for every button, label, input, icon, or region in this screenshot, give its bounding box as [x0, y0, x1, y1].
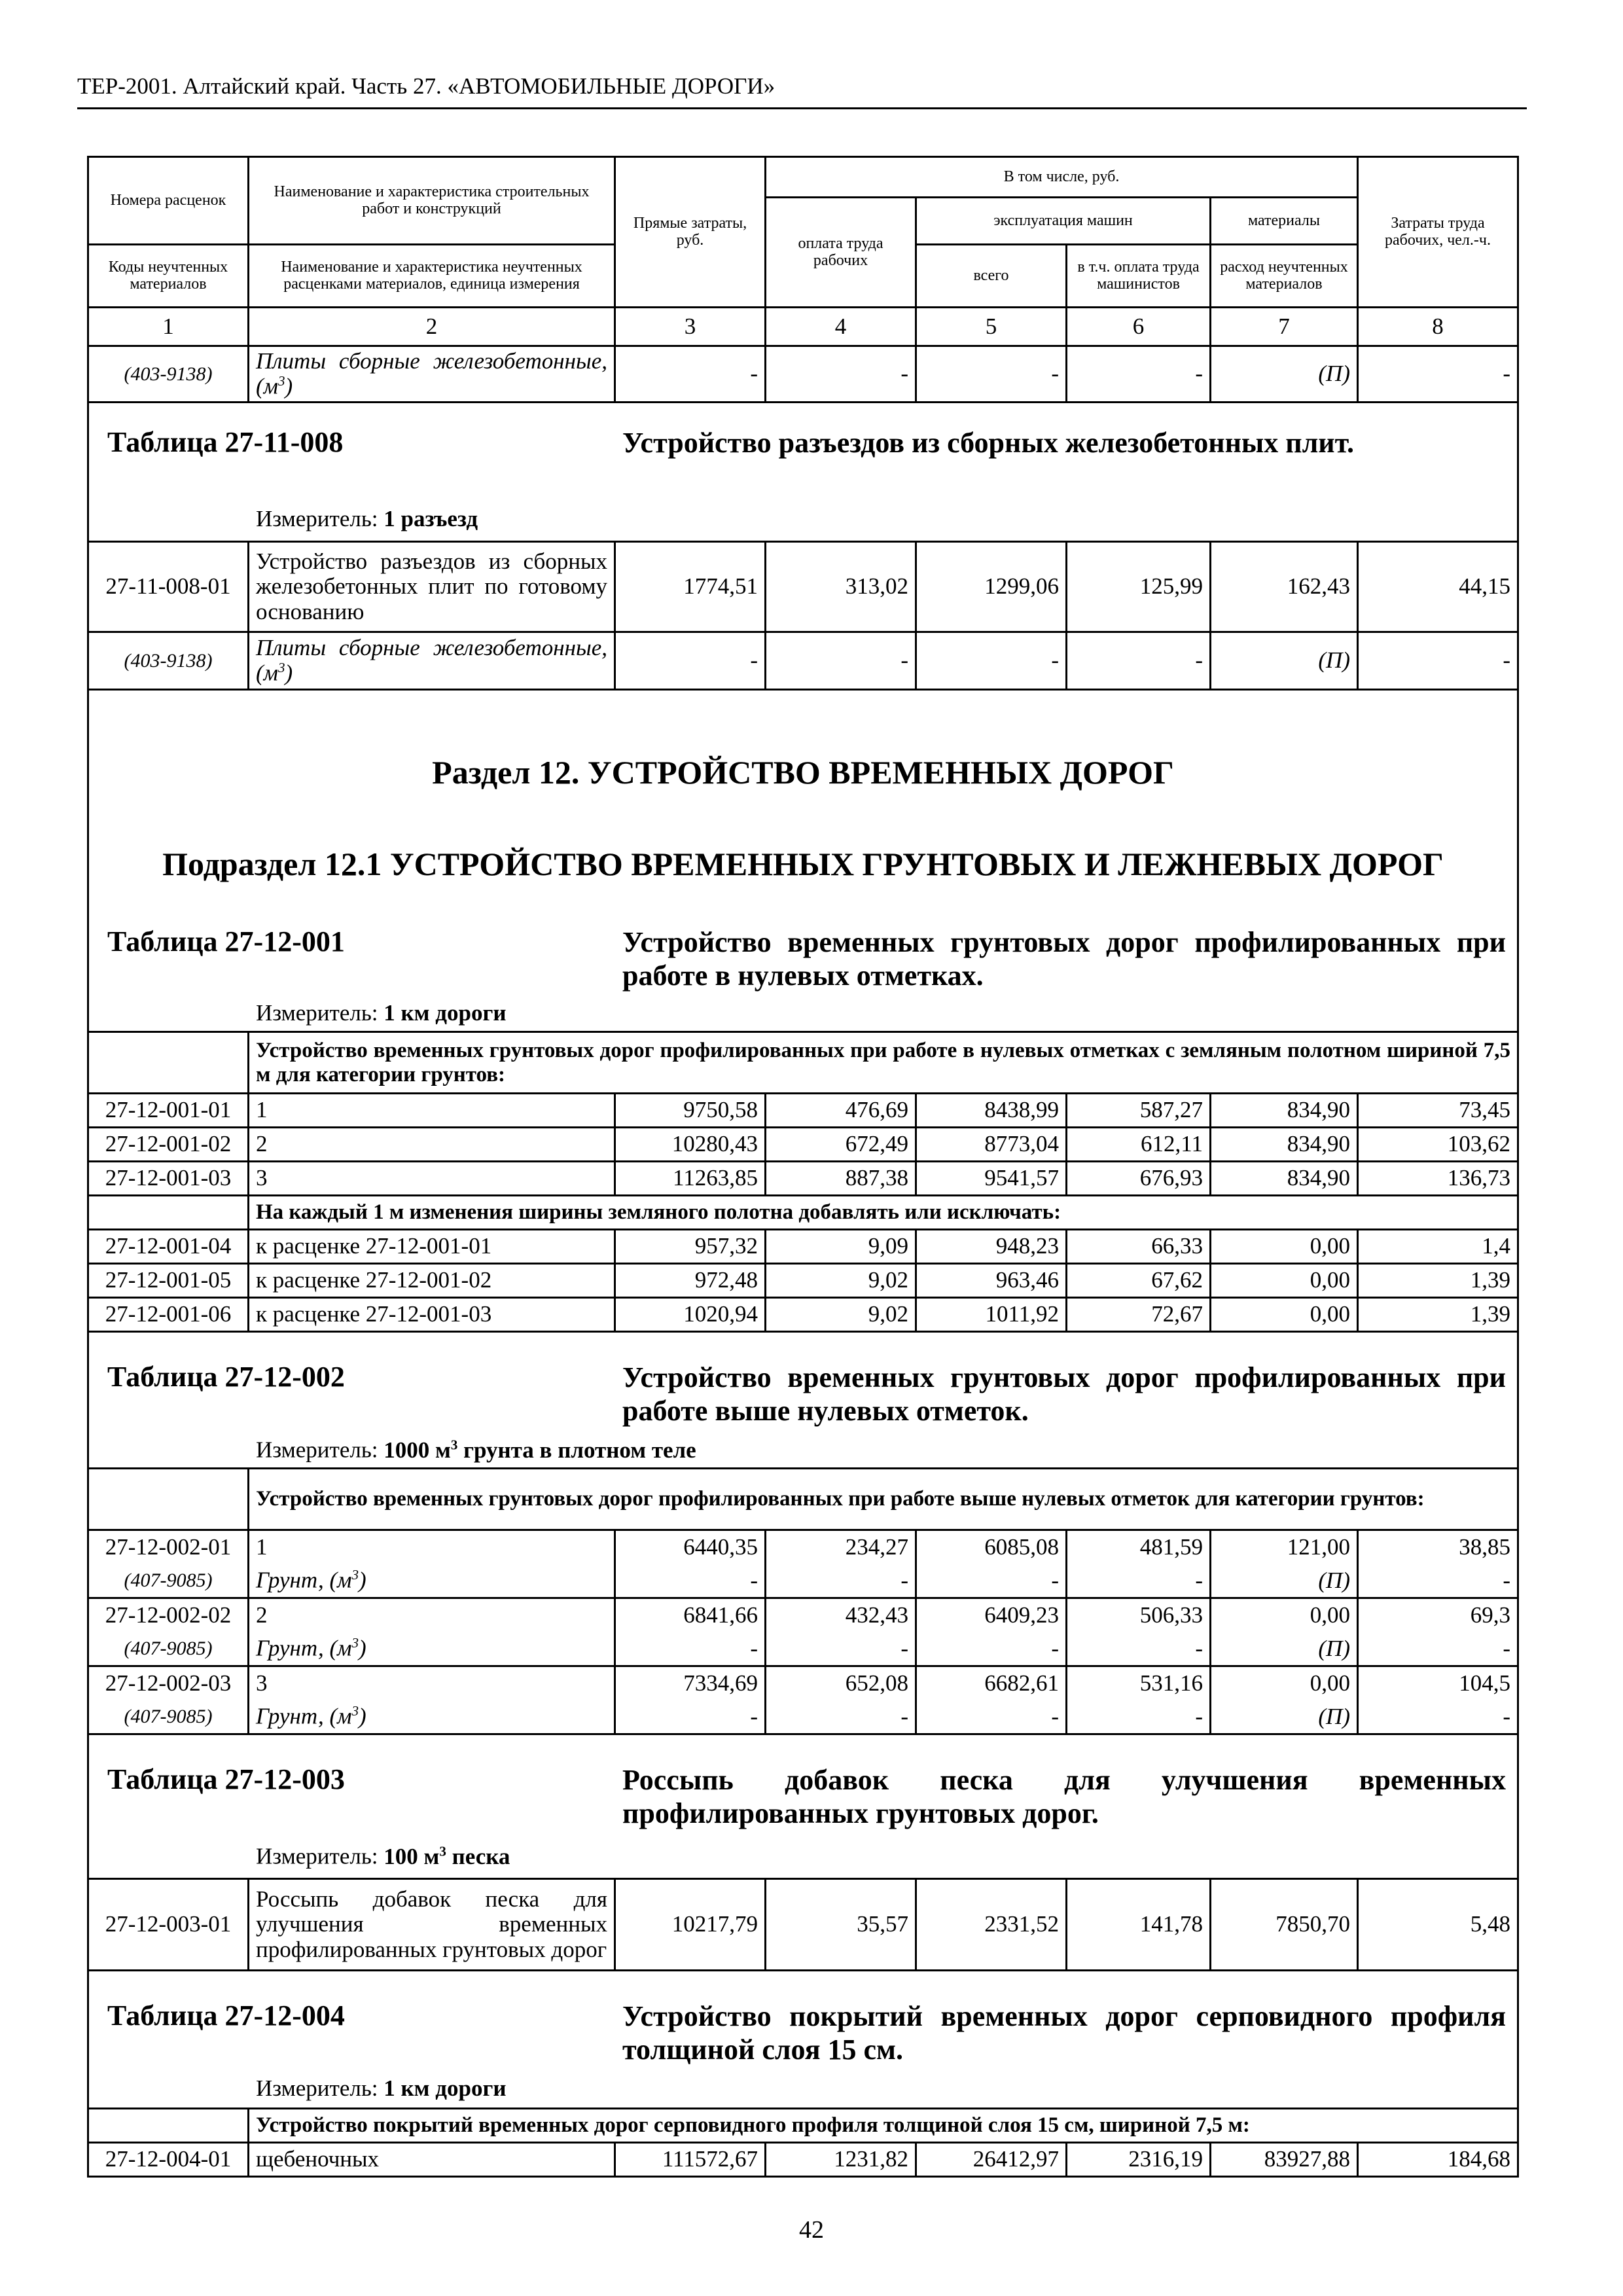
- col-incl-operators: в т.ч. оплата труда машинистов: [1067, 245, 1211, 308]
- measure-unit: Измеритель: 1 км дороги: [256, 2075, 507, 2101]
- direct-costs: 111572,67: [615, 2143, 766, 2177]
- labor-pay: 476,69: [766, 1094, 916, 1128]
- col-num: 5: [916, 308, 1067, 346]
- labor-costs: 103,62: [1358, 1128, 1518, 1162]
- col-machines: эксплуатация машин: [916, 198, 1211, 245]
- measure-unit: Измеритель: 100 $м^3$ песка: [256, 1843, 510, 1869]
- material-name: Плиты сборные железобетонные, $(м^3)$: [249, 346, 615, 403]
- operators-pay: 72,67: [1067, 1298, 1211, 1332]
- table-title: Таблица 27-12-004: [107, 2000, 345, 2032]
- materials: 834,90: [1211, 1162, 1358, 1196]
- material-code: (407-9085): [88, 1700, 249, 1734]
- materials: 834,90: [1211, 1128, 1358, 1162]
- direct-costs: 6440,35: [615, 1530, 766, 1564]
- labor-pay: 9,02: [766, 1264, 916, 1298]
- rate-name: к расценке 27-12-001-03: [249, 1298, 615, 1332]
- column-numbers-row: [88, 308, 1518, 346]
- value-cell: -: [1358, 346, 1518, 403]
- machines-total: 1299,06: [916, 542, 1067, 632]
- rate-name: к расценке 27-12-001-02: [249, 1264, 615, 1298]
- material-code: (403-9138): [88, 346, 249, 403]
- table-description: Устройство разъездов из сборных железобетонных плит.: [622, 427, 1354, 459]
- rate-name: 2: [249, 1128, 615, 1162]
- col-labor-pay: оплата труда рабочих: [766, 198, 916, 308]
- machines-total: 26412,97: [916, 2143, 1067, 2177]
- col-num: 6: [1067, 308, 1211, 346]
- labor-pay: 9,09: [766, 1230, 916, 1264]
- labor-pay: 313,02: [766, 542, 916, 632]
- labor-costs: 1,39: [1358, 1298, 1518, 1332]
- direct-costs: 10217,79: [615, 1879, 766, 1971]
- value-cell: -: [1358, 1632, 1518, 1666]
- material-row: [88, 1700, 1518, 1734]
- col-mat-codes: Коды неучтенных материалов: [88, 245, 249, 308]
- machines-total: 2331,52: [916, 1879, 1067, 1971]
- labor-costs: 69,3: [1358, 1598, 1518, 1632]
- materials: 0,00: [1211, 1298, 1358, 1332]
- operators-pay: 676,93: [1067, 1162, 1211, 1196]
- rate-code: 27-12-001-01: [88, 1094, 249, 1128]
- col-direct-costs: Прямые затраты, руб.: [615, 157, 766, 308]
- labor-pay: 9,02: [766, 1298, 916, 1332]
- rate-code: 27-12-001-04: [88, 1230, 249, 1264]
- material-code: (407-9085): [88, 1564, 249, 1598]
- machines-total: 1011,92: [916, 1298, 1067, 1332]
- material-code: (403-9138): [88, 632, 249, 690]
- labor-pay: 887,38: [766, 1162, 916, 1196]
- value-cell: -: [916, 1564, 1067, 1598]
- subsection-title: Подраздел 12.1 УСТРОЙСТВО ВРЕМЕННЫХ ГРУНТОВЫХ И ЛЕЖНЕВЫХ ДОРОГ: [162, 846, 1444, 882]
- material-row: [88, 1564, 1518, 1598]
- direct-costs: 6841,66: [615, 1598, 766, 1632]
- col-num: 7: [1211, 308, 1358, 346]
- rate-code: 27-11-008-01: [88, 542, 249, 632]
- operators-pay: 612,11: [1067, 1128, 1211, 1162]
- rate-name: 2: [249, 1598, 615, 1632]
- rates-table: [87, 156, 1519, 2178]
- value-cell: -: [916, 1632, 1067, 1666]
- labor-costs: 73,45: [1358, 1094, 1518, 1128]
- rate-name: 1: [249, 1094, 615, 1128]
- table-row: [88, 1094, 1518, 1128]
- value-cell: (П): [1211, 346, 1358, 403]
- table-row: [88, 1530, 1518, 1564]
- col-num: 2: [249, 308, 615, 346]
- rate-name: к расценке 27-12-001-01: [249, 1230, 615, 1264]
- value-cell: -: [916, 346, 1067, 403]
- machines-total: 6409,23: [916, 1598, 1067, 1632]
- rate-name: Устройство разъездов из сборных железобетонных плит по готовому основанию: [249, 542, 615, 632]
- col-materials: материалы: [1211, 198, 1358, 245]
- operators-pay: 531,16: [1067, 1666, 1211, 1700]
- section-12-block: [88, 690, 1518, 1032]
- col-rate-numbers: Номера расценок: [88, 157, 249, 245]
- page-header: ТЕР-2001. Алтайский край. Часть 27. «АВТОМОБИЛЬНЫЕ ДОРОГИ»: [77, 73, 1527, 109]
- table-title: Таблица 27-12-003: [107, 1763, 345, 1795]
- machines-total: 6682,61: [916, 1666, 1067, 1700]
- rate-code: 27-12-001-03: [88, 1162, 249, 1196]
- table-row: [88, 1666, 1518, 1700]
- subheading: На каждый 1 м изменения ширины земляного полотна добавлять или исключать:: [249, 1196, 1518, 1230]
- table-row: [88, 1298, 1518, 1332]
- operators-pay: 66,33: [1067, 1230, 1211, 1264]
- direct-costs: 957,32: [615, 1230, 766, 1264]
- col-num: 1: [88, 308, 249, 346]
- rate-name: щебеночных: [249, 2143, 615, 2177]
- labor-costs: 1,39: [1358, 1264, 1518, 1298]
- value-cell: -: [1067, 1632, 1211, 1666]
- value-cell: -: [615, 1700, 766, 1734]
- direct-costs: 972,48: [615, 1264, 766, 1298]
- value-cell: -: [1067, 1564, 1211, 1598]
- labor-costs: 5,48: [1358, 1879, 1518, 1971]
- value-cell: -: [615, 1564, 766, 1598]
- machines-total: 963,46: [916, 1264, 1067, 1298]
- material-name: Плиты сборные железобетонные, $(м^3)$: [249, 632, 615, 690]
- rate-code: 27-12-002-03: [88, 1666, 249, 1700]
- col-mat-consumption: расход неучтенных материалов: [1211, 245, 1358, 308]
- table-description: Устройство покрытий временных дорог серповидного профиля толщиной слоя 15 см.: [622, 2000, 1506, 2066]
- labor-pay: 672,49: [766, 1128, 916, 1162]
- machines-total: 8438,99: [916, 1094, 1067, 1128]
- labor-costs: 44,15: [1358, 542, 1518, 632]
- table-row: [88, 1230, 1518, 1264]
- labor-costs: 184,68: [1358, 2143, 1518, 2177]
- table-title: Таблица 27-12-001: [107, 925, 345, 958]
- machines-total: 6085,08: [916, 1530, 1067, 1564]
- direct-costs: 1020,94: [615, 1298, 766, 1332]
- value-cell: -: [916, 1700, 1067, 1734]
- subheading: Устройство временных грунтовых дорог профилированных при работе выше нулевых отметок для категории грунтов:: [249, 1469, 1518, 1530]
- value-cell: -: [766, 1700, 916, 1734]
- rate-name: 3: [249, 1666, 615, 1700]
- table-row: [88, 1128, 1518, 1162]
- operators-pay: 125,99: [1067, 542, 1211, 632]
- table-title: Таблица 27-11-008: [107, 426, 344, 458]
- measure-unit: Измеритель: 1 разъезд: [256, 506, 478, 531]
- table-row: [88, 1598, 1518, 1632]
- page-number: 42: [799, 2216, 824, 2244]
- col-including: В том числе, руб.: [766, 157, 1358, 198]
- material-row: [88, 632, 1518, 690]
- material-name: Грунт, $(м^3)$: [249, 1564, 615, 1598]
- rate-code: 27-12-002-02: [88, 1598, 249, 1632]
- materials: 162,43: [1211, 542, 1358, 632]
- direct-costs: 10280,43: [615, 1128, 766, 1162]
- labor-pay: 234,27: [766, 1530, 916, 1564]
- materials: 0,00: [1211, 1230, 1358, 1264]
- table-title: Таблица 27-12-002: [107, 1361, 345, 1393]
- table-27-11-008-heading: [88, 403, 1518, 542]
- table-description: Россыпь добавок песка для улучшения временных профилированных грунтовых дорог.: [622, 1764, 1506, 1829]
- material-name: Грунт, $(м^3)$: [249, 1700, 615, 1734]
- section-title: Раздел 12. УСТРОЙСТВО ВРЕМЕННЫХ ДОРОГ: [432, 754, 1174, 791]
- col-num: 4: [766, 308, 916, 346]
- labor-pay: 1231,82: [766, 2143, 916, 2177]
- col-work-name: Наименование и характеристика строительных работ и конструкций: [249, 157, 615, 245]
- materials: 83927,88: [1211, 2143, 1358, 2177]
- material-code: (407-9085): [88, 1632, 249, 1666]
- value-cell: -: [766, 1632, 916, 1666]
- operators-pay: 481,59: [1067, 1530, 1211, 1564]
- direct-costs: 7334,69: [615, 1666, 766, 1700]
- operators-pay: 141,78: [1067, 1879, 1211, 1971]
- machines-total: 948,23: [916, 1230, 1067, 1264]
- machines-total: 9541,57: [916, 1162, 1067, 1196]
- materials: 0,00: [1211, 1264, 1358, 1298]
- operators-pay: 587,27: [1067, 1094, 1211, 1128]
- material-name: Грунт, $(м^3)$: [249, 1632, 615, 1666]
- value-cell: -: [615, 1632, 766, 1666]
- value-cell: (П): [1211, 1700, 1358, 1734]
- rate-code: 27-12-004-01: [88, 2143, 249, 2177]
- value-cell: -: [916, 632, 1067, 690]
- labor-costs: 1,4: [1358, 1230, 1518, 1264]
- value-cell: -: [766, 632, 916, 690]
- labor-costs: 136,73: [1358, 1162, 1518, 1196]
- rate-name: Россыпь добавок песка для улучшения временных профилированных грунтовых дорог: [249, 1879, 615, 1971]
- value-cell: -: [615, 632, 766, 690]
- subheading: Устройство покрытий временных дорог серповидного профиля толщиной слоя 15 см, шириной 7,5 м:: [249, 2109, 1518, 2143]
- col-mat-name: Наименование и характеристика неучтенных расценками материалов, единица измерения: [249, 245, 615, 308]
- table-27-12-004-heading: [88, 1971, 1518, 2109]
- col-total: всего: [916, 245, 1067, 308]
- operators-pay: 2316,19: [1067, 2143, 1211, 2177]
- value-cell: (П): [1211, 1564, 1358, 1598]
- table-row: [88, 1879, 1518, 1971]
- value-cell: -: [766, 1564, 916, 1598]
- rate-name: 3: [249, 1162, 615, 1196]
- material-row: [88, 1632, 1518, 1666]
- value-cell: -: [615, 346, 766, 403]
- value-cell: (П): [1211, 632, 1358, 690]
- materials: 834,90: [1211, 1094, 1358, 1128]
- material-row: [88, 346, 1518, 403]
- rate-code: 27-12-003-01: [88, 1879, 249, 1971]
- table-row: [88, 542, 1518, 632]
- direct-costs: 1774,51: [615, 542, 766, 632]
- rate-name: 1: [249, 1530, 615, 1564]
- materials: 0,00: [1211, 1666, 1358, 1700]
- measure-unit: Измеритель: 1000 $м^3$ грунта в плотном теле: [256, 1437, 696, 1463]
- subheading: Устройство временных грунтовых дорог профилированных при работе в нулевых отметках с земляным полотном шириной 7,5 м для категории грунтов:: [249, 1032, 1518, 1094]
- value-cell: -: [766, 346, 916, 403]
- value-cell: (П): [1211, 1632, 1358, 1666]
- materials: 121,00: [1211, 1530, 1358, 1564]
- direct-costs: 11263,85: [615, 1162, 766, 1196]
- labor-pay: 652,08: [766, 1666, 916, 1700]
- table-row: [88, 1162, 1518, 1196]
- table-row: [88, 1264, 1518, 1298]
- operators-pay: 67,62: [1067, 1264, 1211, 1298]
- labor-pay: 432,43: [766, 1598, 916, 1632]
- labor-pay: 35,57: [766, 1879, 916, 1971]
- value-cell: -: [1358, 1564, 1518, 1598]
- rate-code: 27-12-001-06: [88, 1298, 249, 1332]
- materials: 7850,70: [1211, 1879, 1358, 1971]
- col-labor-costs: Затраты труда рабочих, чел.-ч.: [1358, 157, 1518, 308]
- value-cell: -: [1067, 1700, 1211, 1734]
- measure-unit: Измеритель: 1 км дороги: [256, 1000, 507, 1026]
- table-27-12-002-heading: [88, 1332, 1518, 1469]
- table-description: Устройство временных грунтовых дорог профилированных при работе выше нулевых отметок.: [622, 1361, 1506, 1427]
- col-num: 8: [1358, 308, 1518, 346]
- rate-code: 27-12-001-05: [88, 1264, 249, 1298]
- value-cell: -: [1358, 632, 1518, 690]
- materials: 0,00: [1211, 1598, 1358, 1632]
- value-cell: -: [1067, 632, 1211, 690]
- machines-total: 8773,04: [916, 1128, 1067, 1162]
- value-cell: -: [1358, 1700, 1518, 1734]
- rate-code: 27-12-001-02: [88, 1128, 249, 1162]
- operators-pay: 506,33: [1067, 1598, 1211, 1632]
- labor-costs: 104,5: [1358, 1666, 1518, 1700]
- col-num: 3: [615, 308, 766, 346]
- value-cell: -: [1067, 346, 1211, 403]
- table-row: [88, 2143, 1518, 2177]
- table-description: Устройство временных грунтовых дорог профилированных при работе в нулевых отметках.: [622, 926, 1506, 992]
- direct-costs: 9750,58: [615, 1094, 766, 1128]
- rate-code: 27-12-002-01: [88, 1530, 249, 1564]
- table-27-12-003-heading: [88, 1734, 1518, 1879]
- labor-costs: 38,85: [1358, 1530, 1518, 1564]
